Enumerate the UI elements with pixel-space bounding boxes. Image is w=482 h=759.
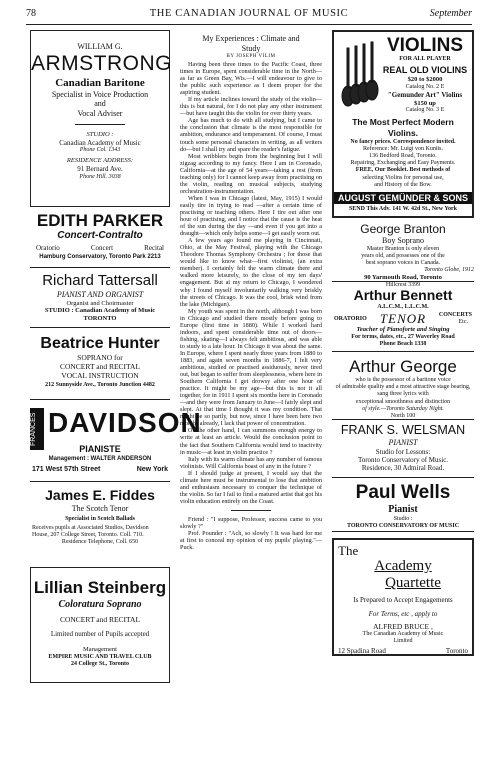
bennett-etc: Etc. xyxy=(458,319,468,326)
article-title-line-2: Study xyxy=(241,43,261,53)
ad-quartette xyxy=(332,538,474,656)
ad-steinberg xyxy=(30,567,170,683)
ad-welsman xyxy=(332,420,474,478)
quartette-the: The xyxy=(338,543,359,558)
fiddes-role: The Scotch Tenor xyxy=(71,504,129,513)
bennett-tenor: TENOR xyxy=(379,311,427,327)
parker-recital: Recital xyxy=(144,244,164,252)
quartette-title-2: Quartette xyxy=(385,575,441,591)
george-line-2: of admirable quality and a most attractive stage bearing, sang three lyrics with xyxy=(335,384,471,398)
article-paragraph: On the other hand, I can summons enough energy to write at least an article. Would the conclusion point to the fact that Southern California would tend to inactivity in music—at least in violin practice ? xyxy=(180,427,322,456)
page-header xyxy=(26,8,472,25)
armstrong-first-name: WILLIAM G. xyxy=(77,42,123,51)
steinberg-line-3: Management xyxy=(83,646,117,654)
violins-line-12: 136 Bedford Road, Toronto. xyxy=(369,153,437,160)
steinberg-role: Coloratura Soprano xyxy=(58,599,142,610)
divider xyxy=(75,124,125,125)
hunter-line-1: SOPRANO for xyxy=(77,353,123,362)
article-dialogue-line: Prof. Pounder : "Ach, so slowly ! It was hard for me at first to conceal my opinion of my pupils' playing."—Puck. xyxy=(180,530,322,552)
article-paragraph: If my article inclines toward the study of the violin—this is but natural, for I do not play any other instrument—but have taught this the violin for over thirty years. xyxy=(180,96,322,118)
ad-violins xyxy=(332,30,474,218)
violins-line-9: The Most Perfect Modern Violins. xyxy=(352,116,454,138)
george-line-3: exceptional smoothness and distinction xyxy=(355,398,451,405)
violins-line-7: $150 up xyxy=(414,99,436,107)
hunter-name: Beatrice Hunter xyxy=(40,335,160,352)
george-line-1: who is the possessor of a baritone voice xyxy=(355,377,451,383)
quartette-line-2: For Terms, etc , apply to xyxy=(368,610,438,619)
ad-davidson xyxy=(30,399,202,481)
article-paragraph: Having been three times to the Pacific Coast, three times in Europe, spent considerable time in the North—as far as Green Bay, Wis.—I will endeavour to give to the public such experience as I deem proper for the aspiring student. xyxy=(180,61,322,97)
violins-line-16: and History of the Bow. xyxy=(374,181,432,188)
quartette-address xyxy=(338,647,468,655)
fiddes-line-1: Specialist in Scotch Ballads xyxy=(65,515,135,522)
wells-role: Pianist xyxy=(388,504,418,515)
bennett-specialties xyxy=(332,311,474,326)
violins-line-4: $20 to $2000 xyxy=(407,76,443,84)
wells-name: Paul Wells xyxy=(355,482,451,503)
armstrong-desc-3: Vocal Adviser xyxy=(77,108,123,118)
armstrong-studio-phone: Phone Col. 1343 xyxy=(79,147,121,154)
parker-role: Concert-Contralto xyxy=(57,230,143,241)
welsman-role: PIANIST xyxy=(388,438,418,447)
wells-line-1: Studio : xyxy=(393,516,413,522)
ad-hunter xyxy=(30,327,170,399)
violins-line-13: Repairing, Exchanging and Easy Payments. xyxy=(350,160,456,167)
article-paragraph: Italy with its warm climate has any number of famous violinists. Will California boast of any in the future ? xyxy=(180,455,322,470)
ad-tattersall xyxy=(30,267,170,327)
davidson-name: DAVIDSON xyxy=(48,407,202,438)
wells-line-2: TORONTO CONSERVATORY OF MUSIC xyxy=(346,523,460,530)
davidson-address xyxy=(32,466,168,474)
parker-name: EDITH PARKER xyxy=(36,211,164,230)
bennett-name: Arthur Bennett xyxy=(353,287,453,303)
article-dialogue xyxy=(180,516,322,551)
violins-banner: AUGUST GEMÜNDER & SONS xyxy=(334,192,472,204)
violins-footer: SEND This Adv. 141 W. 42d St., New York xyxy=(348,206,458,213)
davidson-role: PIANISTE xyxy=(79,444,121,454)
steinberg-line-5: 24 College St., Toronto xyxy=(70,661,130,668)
violins-line-11: Reference: Mr. Luigi von Kunits. xyxy=(363,145,443,152)
branton-line-6: Hillcrest 3399 xyxy=(385,282,421,289)
fiddes-line-2: Receives pupils at Associated Studios, Davidson xyxy=(32,524,149,531)
article-title xyxy=(180,34,322,53)
violins-title: VIOLINS xyxy=(386,35,463,56)
hunter-line-3: VOCAL INSTRUCTION xyxy=(61,371,139,380)
armstrong-desc-1: Specialist in Voice Production xyxy=(51,89,149,99)
davidson-first-name-tab: FRANCES xyxy=(30,408,44,450)
violins-line-8: Catalog No. 3 E xyxy=(405,107,445,114)
welsman-name: FRANK S. WELSMAN xyxy=(340,423,466,437)
bennett-concerts: CONCERTS xyxy=(438,312,472,319)
violins-line-15: selecting Violins for personal use, xyxy=(362,174,444,181)
article-paragraph: My youth was spent in the north, although I was born in Chicago and studied there mostly before going to Europe (first time in 1880). While I worked hard indoors, and spent considerable time out of doors—fishing, skating—I always felt ambitious, and was able to study to a late hour. In Chicago it was about the same. In Europe, where I spent nearly three years from 1880 to 1883, and again seven months in 1886-7, I felt very ambitious, studied or practised assiduously, never tired out, but began to suffer from sleeplessness, where here in Southern California I get drowsy after one hour of practice. It might be my age—but this is not it all together, for in 1911 I spent six months here in Coronado—and they were from January to June—I fairly slept and slept. At that time I thought it was my condition. That might be so partly, but now, since I have been here two months already, I lack that power of concentration. xyxy=(180,307,322,428)
violins-line-5: Catalog No. 2 E xyxy=(405,84,445,90)
armstrong-studio-label: STUDIO : xyxy=(86,131,114,138)
quartette-line-3: ALFRED BRUCE , xyxy=(373,621,433,631)
fiddes-name: James E. Fiddes xyxy=(45,487,155,503)
bennett-line-2: For terms, dates, etc., 27 Waverley Road xyxy=(351,334,455,340)
steinberg-line-4: EMPIRE MUSIC AND TRAVEL CLUB xyxy=(48,654,152,661)
issue-month: September xyxy=(429,8,472,19)
parker-address: Hamburg Conservatory, Toronto Park 2213 xyxy=(39,254,161,261)
branton-role: Boy Soprano xyxy=(382,236,424,245)
ad-armstrong xyxy=(30,30,170,207)
article-paragraph: Most wribblers begin from the beginning but I will zigzag according to my fancy. Here I am in Coronado, California—at the age of 54 years—taking a rest (from teaching only) for I cannot keep away from practising on the violin, reading on musical subjects, studying orchestration-instrumentation. xyxy=(180,152,322,195)
violins-picture-icon xyxy=(340,38,380,116)
article-byline: BY JOSEPH VILIM xyxy=(226,54,276,59)
violins-line-2: FOR ALL PLAYER xyxy=(399,56,451,62)
bennett-oratorio: ORATORIO xyxy=(334,316,367,323)
ad-parker xyxy=(30,207,170,267)
tattersall-line-1: Organist and Choirmaster xyxy=(66,299,134,307)
davidson-city: New York xyxy=(136,466,168,473)
quartette-title-1: Academy xyxy=(374,558,432,574)
davidson-management: Management : WALTER ANDERSON xyxy=(48,456,152,462)
right-ad-column xyxy=(332,30,474,656)
tattersall-role: PIANIST AND ORGANIST xyxy=(56,290,144,299)
bennett-line-1: Teacher of Pianoforte and Singing xyxy=(356,326,450,334)
article-body xyxy=(180,61,322,505)
violin-illustration xyxy=(340,38,380,116)
george-name: Arthur George xyxy=(349,357,457,376)
fiddes-line-4: Residence Telephone, Coll. 650 xyxy=(61,539,139,546)
bennett-qualifications: A.L.C.M., L.L.C.M. xyxy=(377,304,429,310)
ad-george xyxy=(332,352,474,420)
article-title-line-1: My Experiences : Climate and xyxy=(202,34,300,43)
journal-title: THE CANADIAN JOURNAL OF MUSIC xyxy=(149,8,349,19)
article-paragraph: A few years ago found me playing in Cincinnati, Ohio, at the May Festival, playing with the Chicago Theodore Thomas Symphony Orchestra ; for those that would like to know what—first violinist, (an extra member). I certainly felt the warm climate there and walked more leisurely, to the close of my ten days' engagement. But at my return to Chicago, I wondered why I found myself involuntarily walking very briskly the streets of Chicago. It was the cool, brisk wind from the lake (Michigan). xyxy=(180,237,322,308)
article-column xyxy=(180,34,322,551)
branton-line-2: years old, and possesses one of the xyxy=(361,252,445,259)
tattersall-name: Richard Tattersall xyxy=(42,272,158,289)
article-paragraph: Age has much to do with all studying, but I came to the conclusion that climate is the most responsible for ambition, endurance and temperament. Of course, I must touch some personal characters in writing, as all writers do—but I shall try and spare the reader's fatigue. xyxy=(180,117,322,153)
ad-fiddes xyxy=(30,481,170,561)
hunter-address: 212 Sunnyside Ave., Toronto Junction 4482 xyxy=(45,382,155,388)
hunter-line-2: CONCERT and RECITAL xyxy=(59,362,141,371)
welsman-line-3: Residence, 30 Admiral Road. xyxy=(361,464,445,473)
violins-line-3: REAL OLD VIOLINS xyxy=(382,65,468,76)
davidson-street: 171 West 57th Street xyxy=(32,466,101,473)
armstrong-studio: Canadian Academy of Music xyxy=(59,138,141,147)
branton-line-4: Toronto Globe, 1912 xyxy=(424,267,474,274)
armstrong-residence-phone: Phone Hill. 3038 xyxy=(79,173,121,180)
article-paragraph: When I was in Chicago (latest, May, 1915) I would easily tire in trying to read —after a certain time of practising or teaching others. Here I tire out after one hour of practising, and I notice that the cause is the heat of the sun during the day —and even if you get into a draught—which only helps some—I get easily worn out. xyxy=(180,194,322,238)
branton-line-5: 90 Yarmouth Road, Toronto xyxy=(364,274,442,282)
quartette-street: 12 Spadina Road xyxy=(338,647,386,656)
george-line-5: North 100 xyxy=(390,413,416,420)
steinberg-name: Lillian Steinberg xyxy=(33,578,167,597)
welsman-line-1: Studio for Lessons: xyxy=(375,447,431,456)
left-ad-column xyxy=(30,30,202,683)
fiddes-line-3: House, 207 College Street, Toronto. Coll. 710. xyxy=(32,531,144,538)
quartette-line-1: Is Prepared to Accept Engagements xyxy=(353,596,453,604)
welsman-line-2: Toronto Conservatory of Music. xyxy=(357,455,449,464)
tattersall-city: TORONTO xyxy=(83,315,117,323)
violins-line-10: No fancy prices. Correspondence invited. xyxy=(350,138,456,145)
ad-wells xyxy=(332,478,474,532)
armstrong-surname: ARMSTRONG xyxy=(31,51,172,75)
parker-oratorio: Oratorio xyxy=(36,244,60,252)
branton-name: George Branton xyxy=(360,222,446,236)
violins-line-14: FREE, Our Booklet. Best methods of xyxy=(355,167,451,174)
george-line-4: of style.—Toronto Saturday Night. xyxy=(362,405,444,412)
page-number: 78 xyxy=(26,8,36,19)
article-paragraph: If I should judge at present, I would say that the climate here must be instrumental to lose that ambition and enthusiasm necessary to conquer the technique of the violin. So far I fail to find a matured artist that got his violin education entirely on the Coast. xyxy=(180,469,322,505)
divider xyxy=(231,510,271,511)
parker-specialties xyxy=(30,242,170,252)
quartette-city: Toronto xyxy=(445,647,468,656)
armstrong-residence: 91 Bernard Ave. xyxy=(77,165,123,174)
branton-line-3: best soprano voices in Canada. xyxy=(365,259,441,266)
armstrong-desc-2: and xyxy=(94,99,106,108)
violins-line-6: "Gemunder Art" Violins xyxy=(387,91,463,100)
ad-branton xyxy=(332,218,474,289)
ad-bennett xyxy=(332,282,474,352)
steinberg-line-1: CONCERT and RECITAL xyxy=(59,615,141,624)
steinberg-line-2: Limited number of Pupils accepted xyxy=(50,630,150,638)
armstrong-role: Canadian Baritone xyxy=(55,76,145,89)
branton-line-1: Master Branton is only eleven xyxy=(366,245,440,252)
tattersall-studio: STUDIO : Canadian Academy of Music xyxy=(44,307,156,315)
article-dialogue-line: Friend : "I suppose, Professor, success came to you slowly ?" xyxy=(180,515,322,530)
parker-concert: Concert xyxy=(90,244,114,252)
quartette-line-4: The Canadian Academy of Music xyxy=(362,630,444,637)
bennett-line-3: Phone Beach 1338 xyxy=(379,341,427,348)
armstrong-residence-label: RESIDENCE ADDRESS: xyxy=(66,157,134,165)
quartette-line-5: Limited xyxy=(393,638,413,645)
